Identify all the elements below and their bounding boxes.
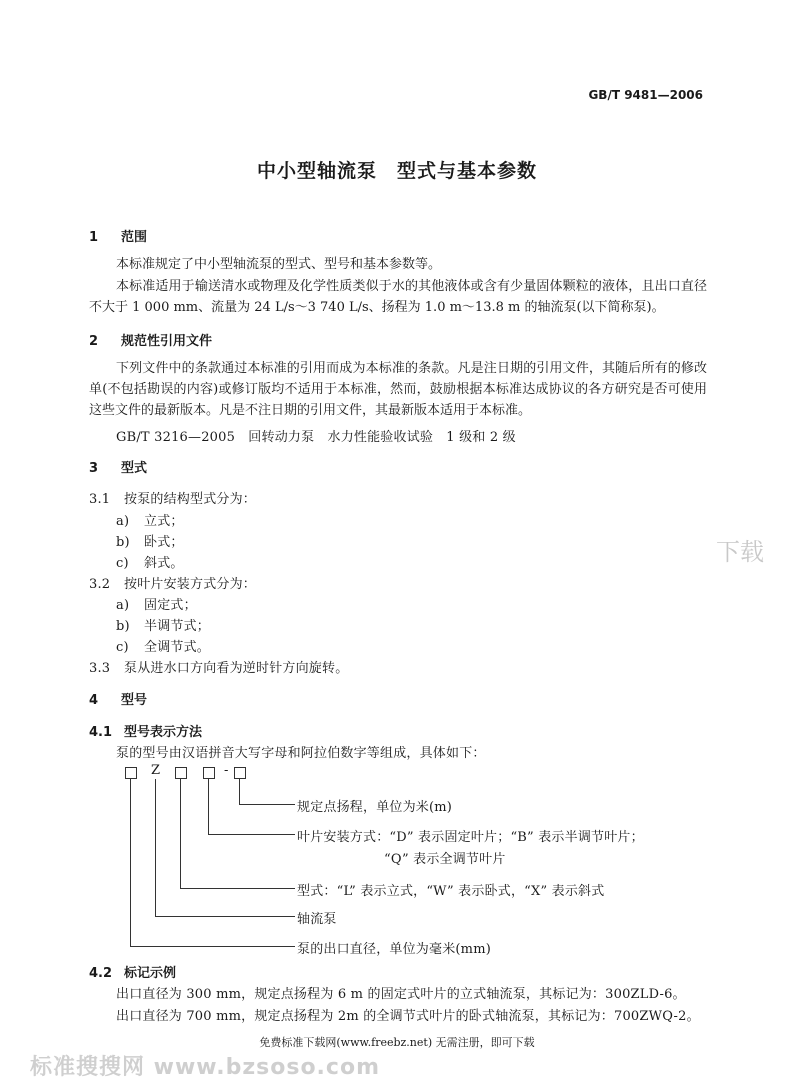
site-watermark: 标准搜搜网 www.bzsoso.com bbox=[30, 1055, 380, 1080]
clause-number: 4.1 bbox=[89, 725, 113, 740]
leader-line bbox=[180, 779, 181, 888]
leader-line bbox=[155, 779, 156, 916]
section-title: 规范性引用文件 bbox=[121, 334, 213, 349]
clause-text: 按泵的结构型式分为： bbox=[124, 492, 257, 507]
clause-3-3 bbox=[89, 657, 348, 676]
section-2-heading bbox=[89, 330, 212, 349]
section-1-heading bbox=[89, 226, 147, 245]
list-item bbox=[116, 636, 210, 655]
dash: - bbox=[224, 763, 229, 778]
normative-reference: GB/T 3216—2005 回转动力泵 水力性能验收试验 1 级和 2 级 bbox=[116, 430, 516, 445]
leader-line bbox=[208, 779, 209, 834]
list-text: 半调节式； bbox=[144, 619, 211, 634]
clause-number: 3.1 bbox=[89, 492, 111, 507]
label-rated-head: 规定点扬程，单位为米(m) bbox=[297, 800, 453, 815]
example-2: 出口直径为 700 mm，规定点扬程为 2m 的全调节式叶片的卧式轴流泵，其标记为：700ZWQ-2。 bbox=[116, 1009, 700, 1024]
blade-box bbox=[203, 767, 215, 779]
clause-4-1-text: 泵的型号由汉语拼音大写字母和阿拉伯数字等组成，具体如下： bbox=[116, 746, 486, 761]
clause-title: 型号表示方法 bbox=[124, 725, 203, 740]
section-number: 2 bbox=[89, 334, 99, 349]
section-3-heading bbox=[89, 457, 147, 476]
leader-line bbox=[130, 779, 131, 946]
clause-3-2 bbox=[89, 573, 256, 592]
label-blade-mode: 叶片安装方式：“D” 表示固定叶片；“B” 表示半调节叶片； bbox=[297, 830, 644, 845]
clause-4-2-heading bbox=[89, 962, 176, 981]
list-marker: b) bbox=[116, 535, 130, 550]
clause-number: 3.3 bbox=[89, 661, 111, 676]
section-number: 4 bbox=[89, 693, 99, 708]
leader-line bbox=[180, 888, 295, 889]
clause-text: 泵从进水口方向看为逆时针方向旋转。 bbox=[124, 661, 349, 676]
leader-line bbox=[208, 834, 295, 835]
section-1-paragraph-1: 本标准规定了中小型轴流泵的型式、型号和基本参数等。 bbox=[116, 257, 442, 272]
leader-line bbox=[239, 804, 295, 805]
list-item bbox=[116, 531, 184, 550]
list-marker: a) bbox=[116, 598, 130, 613]
z-letter: Z bbox=[151, 763, 161, 778]
list-text: 固定式； bbox=[144, 598, 197, 613]
label-pump-type: 型式：“L” 表示立式，“W” 表示卧式，“X” 表示斜式 bbox=[297, 884, 605, 899]
label-outlet-diameter: 泵的出口直径，单位为毫米(mm) bbox=[297, 942, 491, 957]
leader-line bbox=[239, 779, 240, 804]
label-axial-pump: 轴流泵 bbox=[297, 912, 337, 927]
section-title: 型号 bbox=[121, 693, 148, 708]
download-watermark: 下载 bbox=[716, 538, 764, 566]
clause-number: 3.2 bbox=[89, 577, 111, 592]
example-1: 出口直径为 300 mm，规定点扬程为 6 m 的固定式叶片的立式轴流泵，其标记为：300ZLD-6。 bbox=[116, 987, 686, 1002]
list-item bbox=[116, 552, 184, 571]
list-marker: c) bbox=[116, 640, 129, 655]
diameter-box bbox=[125, 767, 137, 779]
clause-3-1 bbox=[89, 488, 256, 507]
list-item bbox=[116, 594, 197, 613]
section-number: 1 bbox=[89, 230, 99, 245]
type-box bbox=[175, 767, 187, 779]
section-title: 范围 bbox=[121, 230, 148, 245]
clause-text: 按叶片安装方式分为： bbox=[124, 577, 257, 592]
clause-title: 标记示例 bbox=[124, 966, 177, 981]
list-marker: c) bbox=[116, 556, 129, 571]
section-4-heading bbox=[89, 689, 147, 708]
section-2-paragraph: 下列文件中的条款通过本标准的引用而成为本标准的条款。凡是注日期的引用文件，其随后所有的修改单(不包括勘误的内容)或修订版均不适用于本标准，然而，鼓励根据本标准达成协议的各方研究是否可使用这些文件的最新版本。凡是不注日期的引用文件，其最新版本适用于本标准。 bbox=[89, 361, 707, 418]
clause-4-1-heading bbox=[89, 721, 202, 740]
clause-number: 4.2 bbox=[89, 966, 113, 981]
list-text: 全调节式。 bbox=[144, 640, 211, 655]
list-text: 立式； bbox=[144, 514, 184, 529]
list-marker: b) bbox=[116, 619, 130, 634]
leader-line bbox=[155, 916, 295, 917]
page-title: 中小型轴流泵 型式与基本参数 bbox=[256, 160, 537, 182]
list-text: 卧式； bbox=[144, 535, 184, 550]
list-text: 斜式。 bbox=[144, 556, 184, 571]
section-title: 型式 bbox=[121, 461, 148, 476]
head-box bbox=[234, 767, 246, 779]
section-1-paragraph-2: 本标准适用于输送清水或物理及化学性质类似于水的其他液体或含有少量固体颗粒的液体，且出口直径不大于 1 000 mm、流量为 24 L/s～3 740 L/s、扬程为 1.0 m～13.8 m 的轴流泵(以下简称泵)。 bbox=[89, 279, 707, 315]
list-item bbox=[116, 615, 210, 634]
list-item bbox=[116, 510, 184, 529]
label-blade-mode-cont: “Q” 表示全调节叶片 bbox=[384, 852, 506, 867]
section-number: 3 bbox=[89, 461, 99, 476]
footer-notice[interactable]: 免费标准下载网(www.freebz.net) 无需注册，即可下载 bbox=[259, 1036, 535, 1049]
list-marker: a) bbox=[116, 514, 130, 529]
standard-number: GB/T 9481—2006 bbox=[588, 88, 703, 102]
leader-line bbox=[130, 946, 295, 947]
